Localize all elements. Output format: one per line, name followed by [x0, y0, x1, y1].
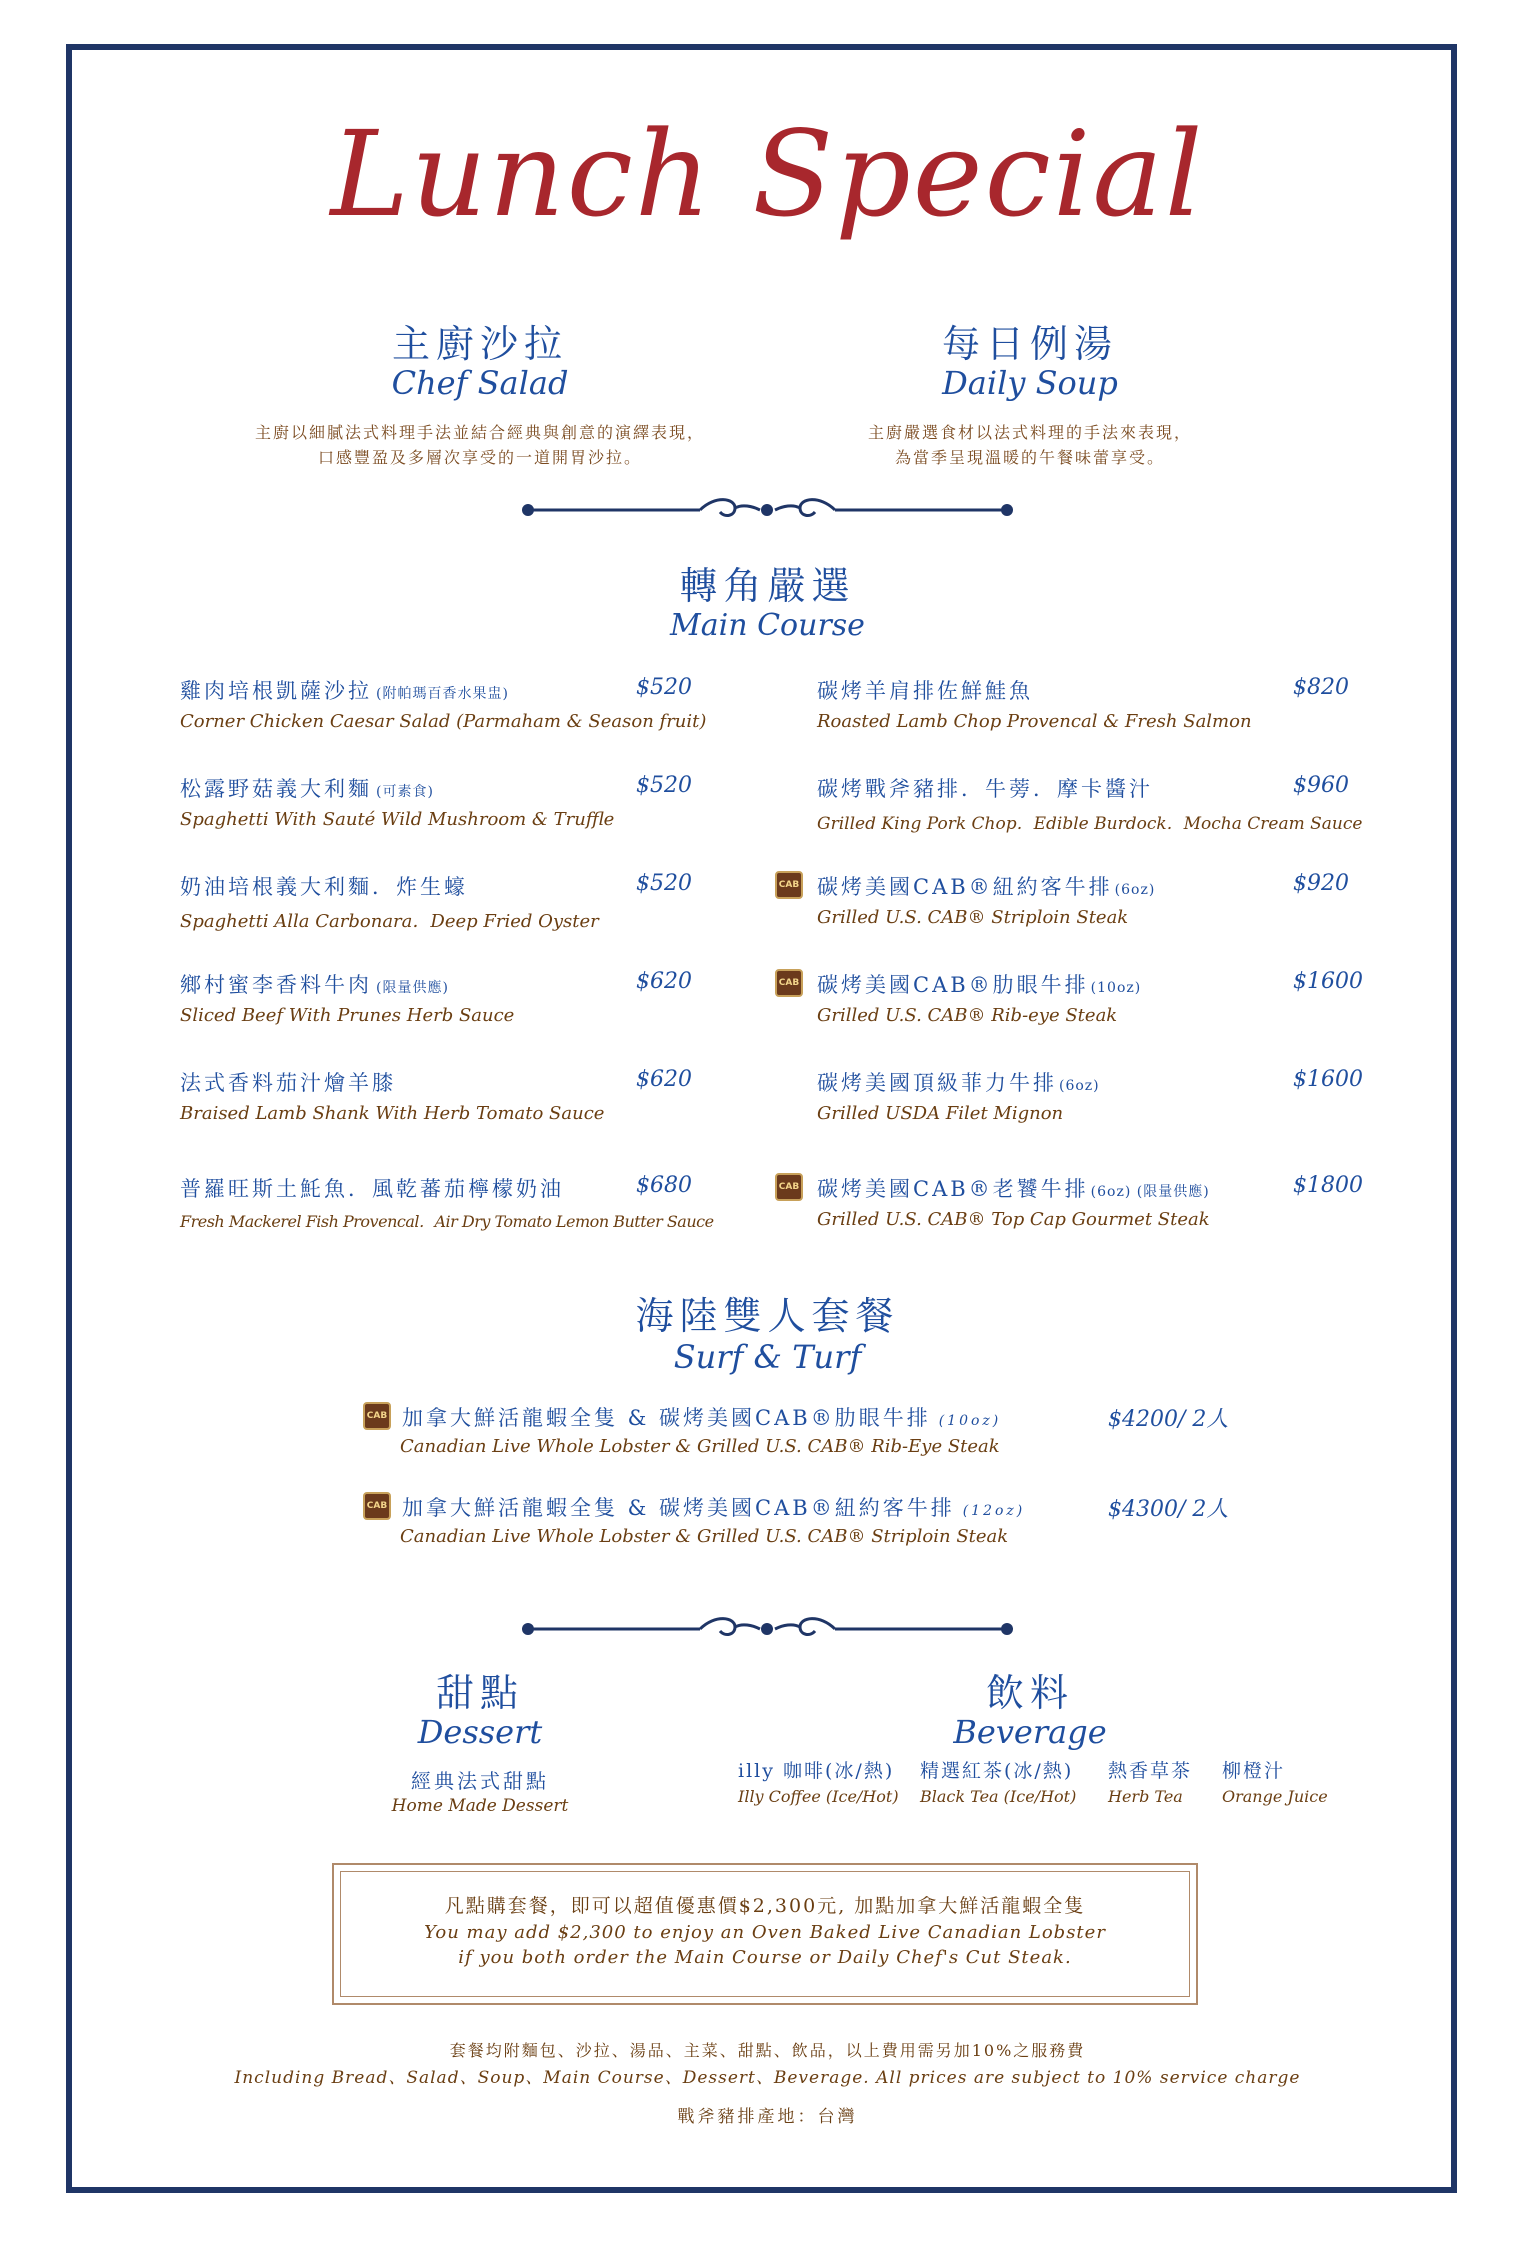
menu-item-note: (限量供應) — [376, 980, 449, 996]
surf-item-row-zh — [402, 1402, 1001, 1432]
surf-item-note: (12oz) — [962, 1503, 1026, 1519]
menu-item-name-zh: 雞肉培根凱薩沙拉 — [180, 679, 372, 703]
menu-item-price: $820 — [1293, 675, 1349, 700]
menu-item-price: $1600 — [1293, 1067, 1363, 1092]
menu-item-name-zh: 碳烤戰斧豬排．牛蒡．摩卡醬汁 — [817, 777, 1153, 801]
menu-item-row-zh — [817, 773, 1153, 803]
menu-item-name-zh: 碳烤羊肩排佐鮮鮭魚 — [817, 679, 1033, 703]
note-zh: 凡點購套餐，即可以超值優惠價$2,300元, 加點加拿大鮮活龍蝦全隻 — [444, 1895, 1086, 1917]
cab-beef-badge-icon: CAB — [775, 871, 803, 899]
salad-heading-en: Chef Salad — [391, 364, 569, 402]
menu-item-row-zh — [817, 969, 1141, 999]
menu-item-name-en: Grilled U.S. CAB® Top Cap Gourmet Steak — [817, 1209, 1210, 1230]
menu-item-name-en: Roasted Lamb Chop Provencal & Fresh Salmon — [817, 711, 1252, 732]
menu-item-name-zh: 碳烤美國CAB®紐約客牛排 — [817, 875, 1113, 899]
surf-item-name-zh: 加拿大鮮活龍蝦全隻 & 碳烤美國CAB®肋眼牛排 — [402, 1406, 931, 1430]
menu-item-name-en: Braised Lamb Shank With Herb Tomato Sauce — [180, 1103, 605, 1124]
menu-item-note: (6oz) (限量供應) — [1090, 1184, 1210, 1200]
cab-beef-badge-icon: CAB — [363, 1402, 391, 1430]
soup-heading-en: Daily Soup — [942, 364, 1118, 402]
menu-item-price: $620 — [636, 969, 692, 994]
main-heading-en: Main Course — [670, 608, 865, 643]
menu-item-name-zh: 松露野菇義大利麵 — [180, 777, 372, 801]
menu-item-name-en: Fresh Mackerel Fish Provencal．Air Dry Tomato Lemon Butter Sauce — [180, 1212, 714, 1231]
menu-item-name-en: Grilled King Pork Chop．Edible Burdock．Mocha Cream Sauce — [817, 814, 1363, 834]
beverage-item-en: Illy Coffee (Ice/Hot) — [738, 1787, 899, 1806]
menu-item-name-zh: 碳烤美國CAB®老饕牛排 — [817, 1177, 1089, 1201]
main-heading-zh: 轉角嚴選 — [679, 564, 856, 608]
surf-item-price: $4300/ 2人 — [1108, 1497, 1229, 1522]
note-en-2: if you both order the Main Course or Daily Chef's Cut Steak. — [458, 1947, 1072, 1968]
surf-item-name-zh: 加拿大鮮活龍蝦全隻 & 碳烤美國CAB®紐約客牛排 — [402, 1496, 955, 1520]
menu-item-note: (6oz) — [1059, 1078, 1100, 1094]
footer-en: Including Bread、Salad、Soup、Main Course、Dessert、Beverage. All prices are subject to 10% service charge — [234, 2068, 1301, 2088]
menu-item-row-zh — [817, 1067, 1100, 1097]
surf-item-note: (10oz) — [938, 1413, 1002, 1429]
soup-heading-zh: 每日例湯 — [941, 322, 1118, 366]
menu-item-name-zh: 普羅旺斯土魠魚．風乾蕃茄檸檬奶油 — [180, 1177, 564, 1201]
beverage-item-zh: 熱香草茶 — [1108, 1760, 1193, 1782]
menu-item-name-en: Grilled USDA Filet Mignon — [817, 1103, 1064, 1124]
menu-item-name-en: Corner Chicken Caesar Salad (Parmaham & Season fruit) — [180, 711, 707, 732]
surf-heading-en: Surf & Turf — [673, 1338, 862, 1376]
soup-section — [760, 313, 1300, 470]
surf-item-price: $4200/ 2人 — [1108, 1407, 1229, 1432]
menu-item-row-zh — [180, 773, 434, 803]
dessert-heading-en: Dessert — [417, 1713, 543, 1751]
menu-item-row-zh — [817, 1173, 1210, 1203]
dessert-heading-zh: 甜點 — [435, 1671, 524, 1715]
menu-item-name-en: Grilled U.S. CAB® Rib-eye Steak — [817, 1005, 1118, 1026]
menu-item-name-zh: 碳烤美國頂級菲力牛排 — [817, 1071, 1057, 1095]
salad-desc-2: 口感豐盈及多層次享受的一道開胃沙拉。 — [317, 448, 642, 467]
ornament-divider-top — [520, 490, 1015, 530]
menu-item-row-zh — [817, 675, 1033, 705]
beverage-heading-zh: 飲料 — [985, 1671, 1074, 1715]
menu-item-note: (可素食) — [376, 784, 434, 800]
beverage-item-en: Black Tea (Ice/Hot) — [920, 1787, 1077, 1806]
surf-turf-heading — [0, 1285, 1535, 1376]
surf-item-name-en: Canadian Live Whole Lobster & Grilled U.S. CAB® Rib-Eye Steak — [400, 1436, 1000, 1457]
beverage-section — [860, 1662, 1200, 1751]
menu-item-price: $920 — [1293, 871, 1349, 896]
menu-item-name-en: Spaghetti With Sauté Wild Mushroom & Truffle — [180, 809, 615, 830]
menu-item-name-en: Spaghetti Alla Carbonara．Deep Fried Oyster — [180, 911, 599, 932]
pork-origin-note: 戰斧豬排產地：台灣 — [677, 2107, 858, 2127]
menu-item-name-en: Grilled U.S. CAB® Striploin Steak — [817, 907, 1129, 928]
footer-zh: 套餐均附麵包、沙拉、湯品、主菜、甜點、飲品，以上費用需另加10%之服務費 — [449, 2041, 1086, 2060]
menu-item-price: $520 — [636, 773, 692, 798]
cab-beef-badge-icon: CAB — [363, 1492, 391, 1520]
salad-desc-1: 主廚以細膩法式料理手法並結合經典與創意的演繹表現， — [254, 423, 705, 442]
menu-item-note: (10oz) — [1090, 980, 1142, 996]
beverage-item-zh: illy 咖啡(冰/熱) — [738, 1760, 895, 1782]
beverage-item-en: Herb Tea — [1108, 1787, 1183, 1806]
menu-item-price: $520 — [636, 871, 692, 896]
salad-section — [180, 313, 780, 470]
beverage-item-zh: 精選紅茶(冰/熱) — [920, 1760, 1074, 1782]
menu-item-price: $680 — [636, 1173, 692, 1198]
beverage-item-en: Orange Juice — [1222, 1787, 1328, 1806]
salad-heading-zh: 主廚沙拉 — [391, 322, 568, 366]
surf-item-name-en: Canadian Live Whole Lobster & Grilled U.S. CAB® Striploin Steak — [400, 1526, 1009, 1547]
menu-item-name-zh: 鄉村蜜李香料牛肉 — [180, 973, 372, 997]
surf-item-row-zh — [402, 1492, 1025, 1522]
dessert-item-en: Home Made Dessert — [391, 1796, 569, 1816]
ornament-divider-bottom — [520, 1609, 1015, 1649]
menu-item-price: $960 — [1293, 773, 1349, 798]
menu-item-row-zh — [180, 969, 449, 999]
soup-desc-2: 為當季呈現溫暖的午餐味蕾享受。 — [894, 448, 1165, 467]
menu-item-note: (附帕瑪百香水果盅) — [376, 686, 509, 702]
beverage-item-zh: 柳橙汁 — [1222, 1760, 1286, 1782]
menu-item-row-zh — [817, 871, 1155, 901]
menu-item-note: (6oz) — [1114, 882, 1156, 898]
dessert-section — [340, 1662, 620, 1816]
menu-item-price: $620 — [636, 1067, 692, 1092]
main-course-heading — [0, 555, 1535, 643]
menu-item-name-en: Sliced Beef With Prunes Herb Sauce — [180, 1005, 515, 1026]
menu-item-price: $520 — [636, 675, 692, 700]
surf-heading-zh: 海陸雙人套餐 — [635, 1294, 900, 1338]
menu-item-price: $1600 — [1293, 969, 1363, 994]
menu-item-name-zh: 碳烤美國CAB®肋眼牛排 — [817, 973, 1089, 997]
menu-item-name-zh: 奶油培根義大利麵．炸生蠔 — [180, 875, 468, 899]
dessert-item-zh: 經典法式甜點 — [411, 1769, 549, 1793]
cab-beef-badge-icon: CAB — [775, 1173, 803, 1201]
beverage-heading-en: Beverage — [953, 1713, 1107, 1751]
page-title: Lunch Special — [330, 105, 1205, 243]
menu-item-price: $1800 — [1293, 1173, 1363, 1198]
menu-item-name-zh: 法式香料茄汁燴羊膝 — [180, 1071, 396, 1095]
note-en-1: You may add $2,300 to enjoy an Oven Baked Live Canadian Lobster — [424, 1922, 1106, 1943]
footer — [100, 2038, 1435, 2127]
cab-beef-badge-icon: CAB — [775, 969, 803, 997]
soup-desc-1: 主廚嚴選食材以法式料理的手法來表現， — [867, 423, 1192, 442]
menu-item-row-zh — [180, 675, 509, 705]
lobster-add-on-note — [332, 1863, 1198, 2005]
